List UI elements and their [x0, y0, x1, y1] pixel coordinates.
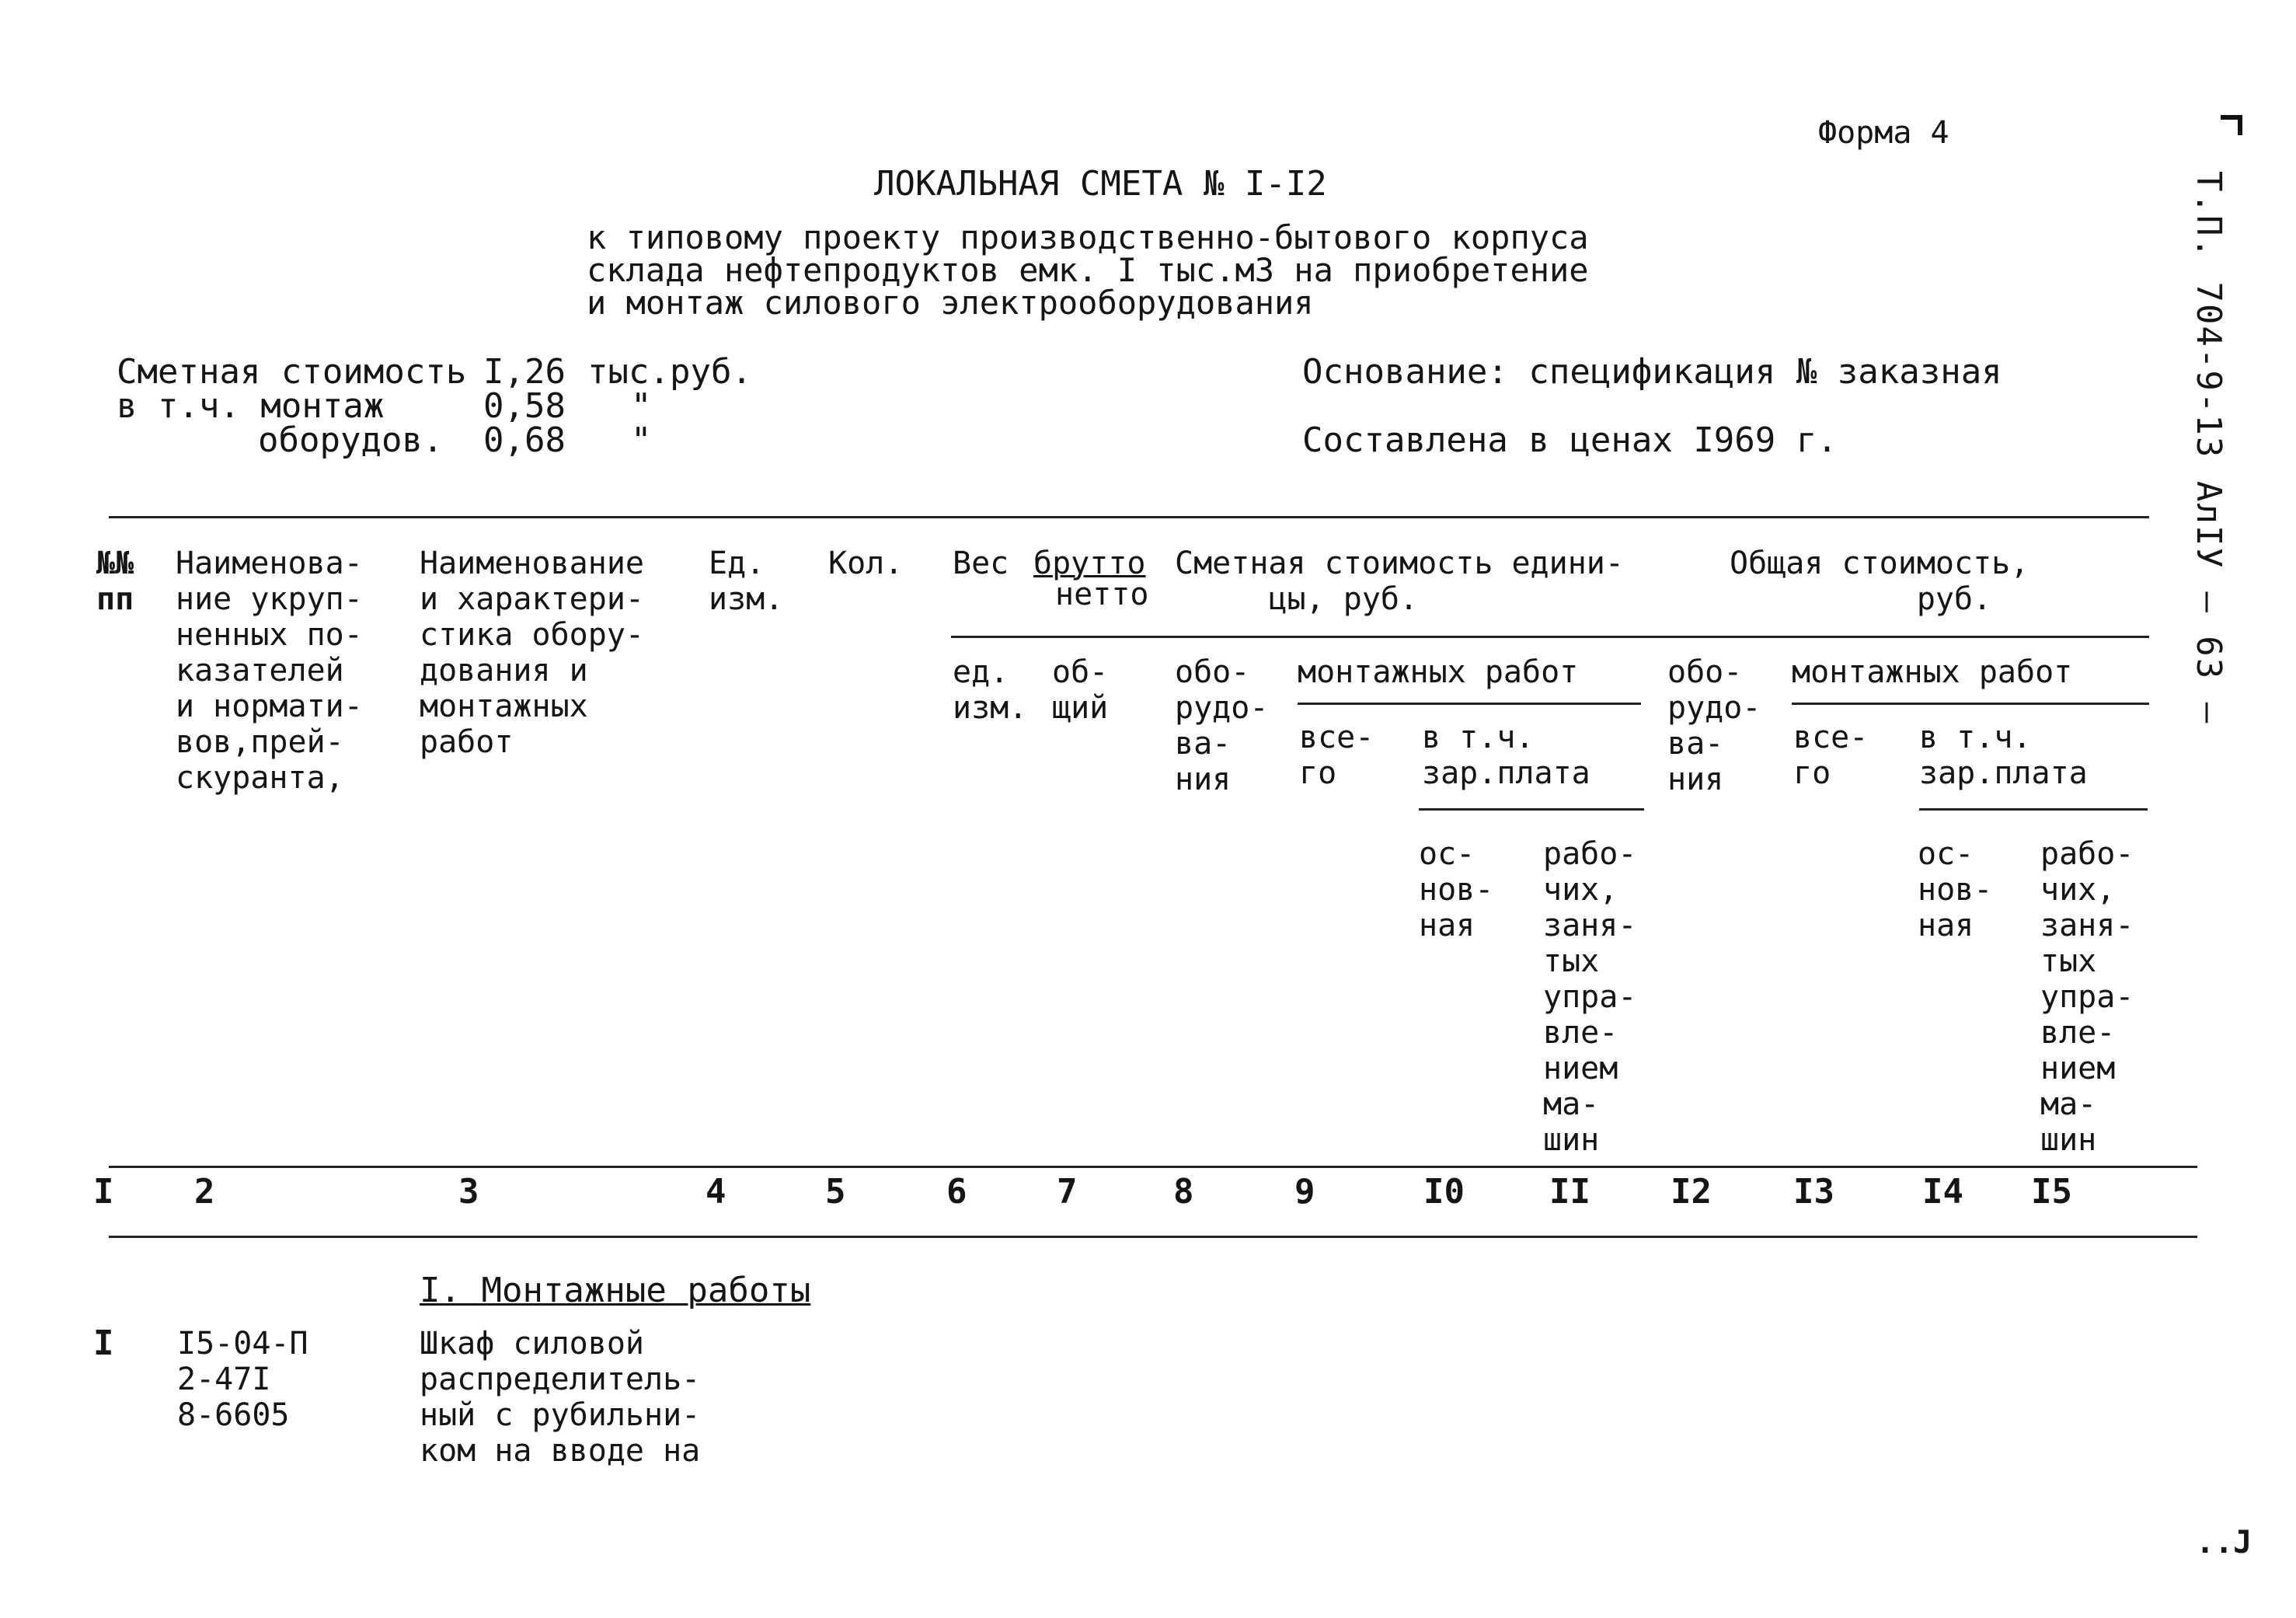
header-bottom-rule: [109, 1166, 2197, 1168]
row-1-num: I: [93, 1323, 114, 1363]
header-name: Наименование и характери- стика обору- дования и монтажных работ: [420, 546, 644, 760]
col-number-13: I3: [1793, 1172, 1834, 1212]
corner-mark: [2221, 115, 2242, 135]
header-workers-2: рабо- чих, заня- тых упра- вле- нием ма- шин: [2040, 836, 2134, 1158]
section-title-text: I. Монтажные работы: [420, 1271, 811, 1310]
header-indicator: Наименова- ние укруп- ненных по- казателей и нормати- вов,прей- скуранта,: [176, 546, 363, 796]
col-number-11: II: [1549, 1172, 1590, 1212]
col-number-6: 6: [946, 1172, 967, 1212]
group-rule: [951, 636, 2149, 638]
cost-value-3: 0,68: [483, 420, 566, 460]
col-number-1: I: [93, 1172, 114, 1212]
header-montazh-1: монтажных работ: [1298, 654, 1579, 690]
header-weight-unit: ед. изм.: [953, 654, 1028, 726]
header-equip-1: обо- рудо- ва- ния: [1175, 654, 1269, 797]
numbers-bottom-rule: [109, 1236, 2197, 1238]
header-brutto: брутто: [1033, 546, 1146, 581]
header-smet-group: Сметная стоимость едини- цы, руб.: [1175, 546, 1624, 617]
col-number-2: 2: [194, 1172, 215, 1212]
col-number-8: 8: [1173, 1172, 1194, 1212]
col-number-15: I5: [2031, 1172, 2072, 1212]
montazh-rule-2: [1792, 703, 2149, 705]
header-num: №№ пп: [96, 546, 134, 617]
col-number-9: 9: [1294, 1172, 1315, 1212]
col-number-4: 4: [706, 1172, 726, 1212]
header-total-2: все- го: [1793, 720, 1869, 791]
header-montazh-2: монтажных работ: [1792, 654, 2073, 690]
header-weight-total: об- щий: [1052, 654, 1109, 726]
header-obsh-group: Общая стоимость, руб.: [1730, 546, 2029, 617]
header-total-1: все- го: [1299, 720, 1374, 791]
bottom-mark: ..J: [2196, 1525, 2252, 1560]
cost-value-1: I,26: [483, 352, 566, 392]
header-incl-2: в т.ч. зар.плата: [1919, 720, 2088, 791]
header-netto: нетто: [1055, 577, 1149, 612]
cost-value-2: 0,58: [483, 386, 566, 426]
cost-label-3: оборудов.: [258, 420, 444, 460]
col-number-12: I2: [1671, 1172, 1712, 1212]
col-number-14: I4: [1922, 1172, 1963, 1212]
row-1-code: I5-04-П 2-47I 8-6605: [177, 1326, 308, 1433]
header-qty: Кол.: [828, 546, 904, 581]
cost-label-2: в т.ч. монтаж: [117, 386, 385, 426]
header-incl-1: в т.ч. зар.плата: [1422, 720, 1590, 791]
section-title: [420, 1273, 810, 1309]
cost-unit-2: ": [631, 386, 652, 426]
subtitle-line-3: и монтаж силового электрооборудования: [587, 284, 1314, 322]
montazh-rule-1: [1298, 703, 1641, 705]
compiled-text: Составлена в ценах I969 г.: [1302, 420, 1838, 460]
cost-label-1: Сметная стоимость: [117, 352, 467, 392]
document-title: ЛОКАЛЬНАЯ СМЕТА № I-I2: [874, 164, 1327, 204]
header-equip-2: обо- рудо- ва- ния: [1667, 654, 1761, 797]
col-number-3: 3: [458, 1172, 479, 1212]
col-number-10: I0: [1423, 1172, 1465, 1212]
header-basic-1: ос- нов- ная: [1419, 836, 1494, 943]
salary-rule-2: [1919, 808, 2148, 811]
header-unit: Ед. изм.: [709, 546, 784, 617]
table-top-rule: [109, 516, 2149, 518]
cost-unit-1: тыс.руб.: [587, 352, 752, 392]
col-number-5: 5: [825, 1172, 846, 1212]
salary-rule-1: [1419, 808, 1644, 811]
cost-unit-3: ": [631, 420, 652, 460]
col-number-7: 7: [1057, 1172, 1078, 1212]
subtitle-line-1: к типовому проекту производственно-бытового корпуса: [587, 218, 1589, 256]
basis-text: Основание: спецификация № заказная: [1302, 352, 2002, 392]
subtitle-line-2: склада нефтепродуктов емк. I тыс.м3 на приобретение: [587, 251, 1589, 289]
side-stamp: Т.П. 704-9-13 АлIУ — 63 —: [2189, 171, 2228, 725]
header-basic-2: ос- нов- ная: [1918, 836, 1993, 943]
header-workers-1: рабо- чих, заня- тых упра- вле- нием ма- шин: [1543, 836, 1637, 1158]
row-1-name: Шкаф силовой распределитель- ный с рубильни- ком на вводе на: [420, 1326, 701, 1469]
form-label: Форма 4: [1818, 115, 1949, 151]
header-weight: Вес: [953, 546, 1009, 581]
